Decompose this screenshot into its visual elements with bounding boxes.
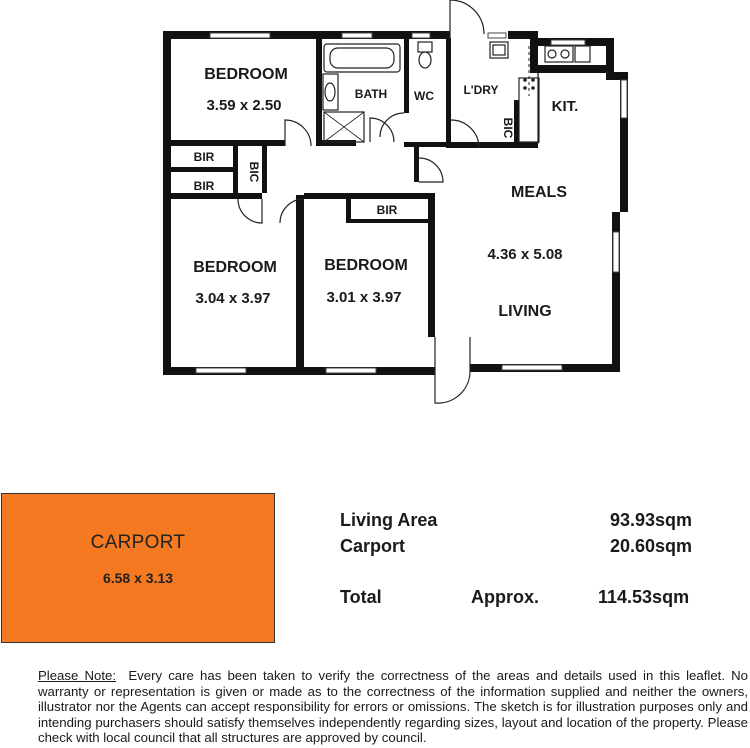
total-qualifier: Approx. bbox=[471, 587, 540, 607]
windows bbox=[193, 33, 627, 373]
kitchen-label: KIT. bbox=[551, 98, 579, 115]
carport-block bbox=[1, 493, 275, 643]
carport-name: CARPORT bbox=[90, 532, 186, 553]
doors bbox=[238, 0, 500, 403]
living-label: LIVING bbox=[498, 303, 552, 320]
bir1-label: BIR bbox=[193, 150, 215, 164]
wc-label: WC bbox=[414, 89, 434, 103]
kitchen-fixtures bbox=[519, 46, 590, 142]
bedroom3-dims: 3.01 x 3.97 bbox=[326, 289, 402, 306]
laundry-label: L'DRY bbox=[463, 83, 499, 97]
living-area-value: 93.93sqm bbox=[610, 510, 693, 530]
bedroom3-name: BEDROOM bbox=[324, 257, 408, 274]
living-area-label: Living Area bbox=[340, 510, 438, 530]
bedroom1-name: BEDROOM bbox=[204, 66, 288, 83]
total-value: 114.53sqm bbox=[598, 587, 690, 607]
note-label: Please Note: bbox=[38, 668, 117, 683]
carport-area-value: 20.60sqm bbox=[610, 536, 693, 556]
bic-label: BIC bbox=[247, 161, 261, 183]
carport-area-label: Carport bbox=[340, 536, 406, 556]
disclaimer-note bbox=[38, 668, 748, 746]
carport-dims: 6.58 x 3.13 bbox=[102, 570, 174, 586]
bir3-label: BIR bbox=[376, 203, 398, 217]
note-text: Every care has been taken to verify the correctness of the areas and details used in this leaflet. No warranty or representation is given or made as to the correctness of the information supplied and neither the owners, illustrator nor the Agents can accept responsibility for errors or omissions. The sketch is for illustration purposes only and intending purchasers should satisfy themselves independently regarding sizes, layout and location of the property. Please check with local council that all structures are approved by council. bbox=[38, 668, 748, 745]
bedroom2-name: BEDROOM bbox=[193, 259, 277, 276]
total-label: Total bbox=[340, 587, 382, 607]
bedroom2-dims: 3.04 x 3.97 bbox=[195, 290, 271, 307]
laundry-fixtures bbox=[490, 42, 508, 58]
bedroom1-dims: 3.59 x 2.50 bbox=[206, 97, 282, 114]
laundry-bic-label: BIC bbox=[501, 117, 515, 139]
meals-living-dims: 4.36 x 5.08 bbox=[487, 246, 563, 263]
bir2-label: BIR bbox=[193, 179, 215, 193]
meals-label: MEALS bbox=[511, 184, 567, 201]
bath-label: BATH bbox=[354, 87, 388, 101]
